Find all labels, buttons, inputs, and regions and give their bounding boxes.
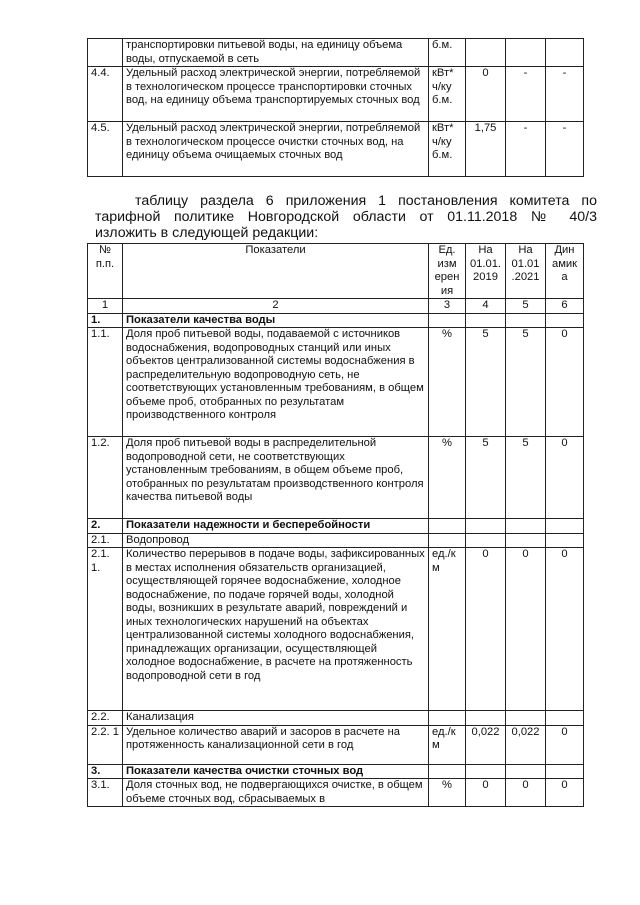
value-cell [466, 313, 506, 328]
value-cell [546, 711, 584, 726]
row-number: 2. [88, 519, 123, 534]
value-cell: 5 [506, 328, 546, 437]
value-cell [546, 533, 584, 548]
value-cell: - [506, 122, 546, 177]
value-cell: 0 [546, 328, 584, 437]
indicator-name: Доля сточных вод, не подвергающихся очистке, в общем объеме сточных вод, сбрасываемых в [123, 779, 429, 807]
indicator-name: Удельный расход электрической энергии, потребляемой в технологическом процессе транспортировки сточных вод, на единицу объема транспортируемых сточных вод [123, 67, 429, 122]
section-row [88, 313, 584, 328]
table-row [88, 122, 584, 177]
value-cell [466, 39, 506, 67]
unit: кВт* ч/ку б.м. [429, 67, 466, 122]
row-number: 2.1. [88, 533, 123, 548]
unit: % [429, 437, 466, 519]
value-cell [546, 764, 584, 779]
index-cell: 1 [88, 299, 123, 314]
unit [429, 764, 466, 779]
table-row [88, 39, 584, 67]
unit: кВт* ч/ку б.м. [429, 122, 466, 177]
section-title: Показатели качества очистки сточных вод [123, 764, 429, 779]
subsection-title: Водопровод [123, 533, 429, 548]
value-cell [466, 764, 506, 779]
value-cell [506, 764, 546, 779]
row-number: 4.4. [88, 67, 123, 122]
header-2019: На 01.01. 2019 [466, 244, 506, 299]
value-cell [546, 519, 584, 534]
section-title: Показатели надежности и бесперебойности [123, 519, 429, 534]
table-row [88, 548, 584, 711]
header-name: Показатели [123, 244, 429, 299]
index-cell: 3 [429, 299, 466, 314]
index-cell: 6 [546, 299, 584, 314]
row-number: 3. [88, 764, 123, 779]
paragraph-line: тарифной политике Новгородской области от 01.11.2018 № 40/3 [95, 209, 597, 225]
unit: б.м. [429, 39, 466, 67]
subsection-title: Канализация [123, 711, 429, 726]
row-number: 2.2. 1 [88, 725, 123, 764]
unit: % [429, 328, 466, 437]
section-row [88, 519, 584, 534]
table-row [88, 328, 584, 437]
indicator-name: Доля проб питьевой воды в распределительной водопроводной сети, не соответствующих установленным требованиям, в общем объеме проб, отобранных по результатам производственного контроля качества питьевой воды [123, 437, 429, 519]
value-cell [506, 39, 546, 67]
value-cell: 5 [506, 437, 546, 519]
value-cell [506, 711, 546, 726]
row-number: 2.2. [88, 711, 123, 726]
row-number: 1.1. [88, 328, 123, 437]
row-number: 2.1. 1. [88, 548, 123, 711]
header-num: № п.п. [88, 244, 123, 299]
value-cell: 0 [546, 548, 584, 711]
indicator-name: транспортировки питьевой воды, на единицу объема воды, отпускаемой в сеть [123, 39, 429, 67]
value-cell: 5 [466, 328, 506, 437]
indicator-name: Количество перерывов в подаче воды, зафиксированных в местах исполнения обязательств организацией, осуществляющей горячее водоснабжение, холодное водоснабжение, по подаче горячей воды, холодной воды, возникших в результате аварий, повреждений и иных технологических нарушений на объектах централизованной системы холодного водоснабжения, принадлежащих организации, осуществляющей холодное водоснабжение, в расчете на протяженность водопроводной сети в год [123, 548, 429, 711]
value-cell [546, 39, 584, 67]
section-row [88, 764, 584, 779]
row-number: 1. [88, 313, 123, 328]
value-cell: 5 [466, 437, 506, 519]
value-cell [466, 519, 506, 534]
value-cell [466, 533, 506, 548]
header-2021: На 01.01 .2021 [506, 244, 546, 299]
value-cell [466, 711, 506, 726]
value-cell: 0 [546, 725, 584, 764]
index-cell: 5 [506, 299, 546, 314]
value-cell: - [506, 67, 546, 122]
indicators-table [87, 243, 584, 807]
value-cell [506, 519, 546, 534]
value-cell: 0 [466, 67, 506, 122]
unit: ед./к м [429, 548, 466, 711]
amendment-paragraph [95, 193, 597, 241]
value-cell: 0 [506, 779, 546, 807]
value-cell: 0 [546, 779, 584, 807]
header-dynamics: Дин амик а [546, 244, 584, 299]
index-row [88, 299, 584, 314]
header-unit: Ед. изм ерен ия [429, 244, 466, 299]
unit [429, 711, 466, 726]
value-cell: - [546, 122, 584, 177]
table-row [88, 779, 584, 807]
row-number [88, 39, 123, 67]
row-number: 3.1. [88, 779, 123, 807]
value-cell [506, 533, 546, 548]
table-row [88, 67, 584, 122]
indicator-name: Удельное количество аварий и засоров в расчете на протяженность канализационной сети в год [123, 725, 429, 764]
value-cell: 0 [466, 779, 506, 807]
value-cell: 0 [506, 548, 546, 711]
paragraph-line: изложить в следующей редакции: [95, 225, 319, 241]
value-cell: 0 [466, 548, 506, 711]
index-cell: 2 [123, 299, 429, 314]
paragraph-line: таблицу раздела 6 приложения 1 постановления комитета по [135, 193, 597, 209]
table-row [88, 725, 584, 764]
row-number: 1.2. [88, 437, 123, 519]
unit [429, 519, 466, 534]
table-row [88, 437, 584, 519]
table-header-row [88, 244, 584, 299]
subsection-row [88, 711, 584, 726]
section-title: Показатели качества воды [123, 313, 429, 328]
value-cell: 0,022 [506, 725, 546, 764]
unit: % [429, 779, 466, 807]
row-number: 4.5. [88, 122, 123, 177]
unit [429, 533, 466, 548]
value-cell [546, 313, 584, 328]
index-cell: 4 [466, 299, 506, 314]
unit: ед./к м [429, 725, 466, 764]
indicator-name: Удельный расход электрической энергии, потребляемой в технологическом процессе очистки сточных вод, на единицу объема очищаемых сточных вод [123, 122, 429, 177]
unit [429, 313, 466, 328]
value-cell [506, 313, 546, 328]
value-cell: 1,75 [466, 122, 506, 177]
value-cell: 0,022 [466, 725, 506, 764]
subsection-row [88, 533, 584, 548]
value-cell: 0 [546, 437, 584, 519]
indicator-name: Доля проб питьевой воды, подаваемой с источников водоснабжения, водопроводных станций или иных объектов централизованной системы водоснабжения в распределительную водопроводную сеть, не соответствующих установленным требованиям, в общем объеме проб, отобранных по результатам производственного контроля [123, 328, 429, 437]
value-cell: - [546, 67, 584, 122]
table-continued [87, 38, 584, 177]
